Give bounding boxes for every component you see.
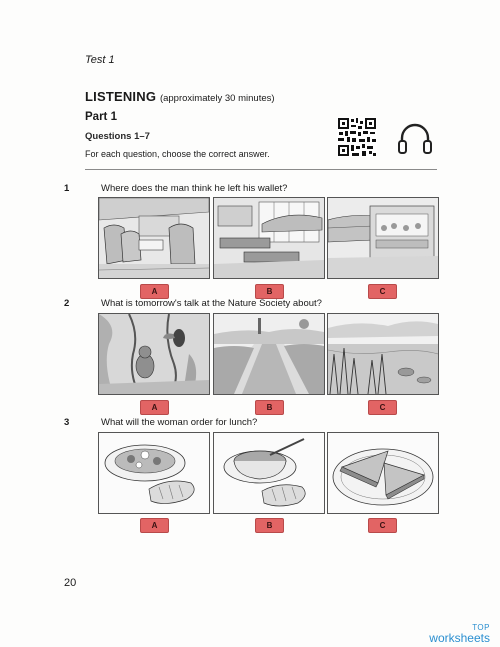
option-badge[interactable]: A	[140, 400, 169, 415]
picture-platform-shop[interactable]	[327, 197, 439, 279]
picture-river-park[interactable]	[213, 313, 325, 395]
headphones-icon	[396, 120, 434, 156]
brand-bottom-text: worksheets	[429, 631, 490, 645]
part-title: Part 1	[85, 111, 117, 123]
question-range: Questions 1–7	[85, 131, 150, 142]
option-badge[interactable]: A	[140, 518, 169, 533]
page-number: 20	[64, 577, 77, 589]
picture-soup-and-bread[interactable]	[213, 432, 325, 514]
question-text: What will the woman order for lunch?	[101, 417, 258, 428]
option-badge[interactable]: A	[140, 284, 169, 299]
question-text: What is tomorrow's talk at the Nature Society about?	[101, 298, 322, 309]
question-number: 3	[64, 417, 70, 428]
picture-sandwich-plate[interactable]	[327, 432, 439, 514]
qr-code-icon[interactable]	[337, 117, 377, 157]
option-badge[interactable]: B	[255, 400, 284, 415]
test-label: Test 1	[85, 54, 115, 66]
brand-logo[interactable]	[429, 623, 490, 643]
section-title-text: LISTENING	[85, 89, 157, 104]
brand-top-text: TOP	[472, 623, 490, 632]
option-badge[interactable]: B	[255, 284, 284, 299]
picture-salad-and-bread[interactable]	[98, 432, 210, 514]
option-badge[interactable]: C	[368, 518, 397, 533]
question-number: 2	[64, 298, 70, 309]
option-badge[interactable]: C	[368, 284, 397, 299]
section-title	[85, 89, 275, 104]
option-badge[interactable]: B	[255, 518, 284, 533]
question-text: Where does the man think he left his wallet?	[101, 183, 288, 194]
picture-jungle-animals[interactable]	[98, 313, 210, 395]
instruction-text: For each question, choose the correct answer.	[85, 149, 270, 159]
option-badge[interactable]: C	[368, 400, 397, 415]
picture-station-waiting-room[interactable]	[213, 197, 325, 279]
question-number: 1	[64, 183, 70, 194]
header-divider	[85, 169, 437, 170]
picture-train-interior[interactable]	[98, 197, 210, 279]
picture-lake-plants[interactable]	[327, 313, 439, 395]
section-duration: (approximately 30 minutes)	[159, 93, 275, 104]
